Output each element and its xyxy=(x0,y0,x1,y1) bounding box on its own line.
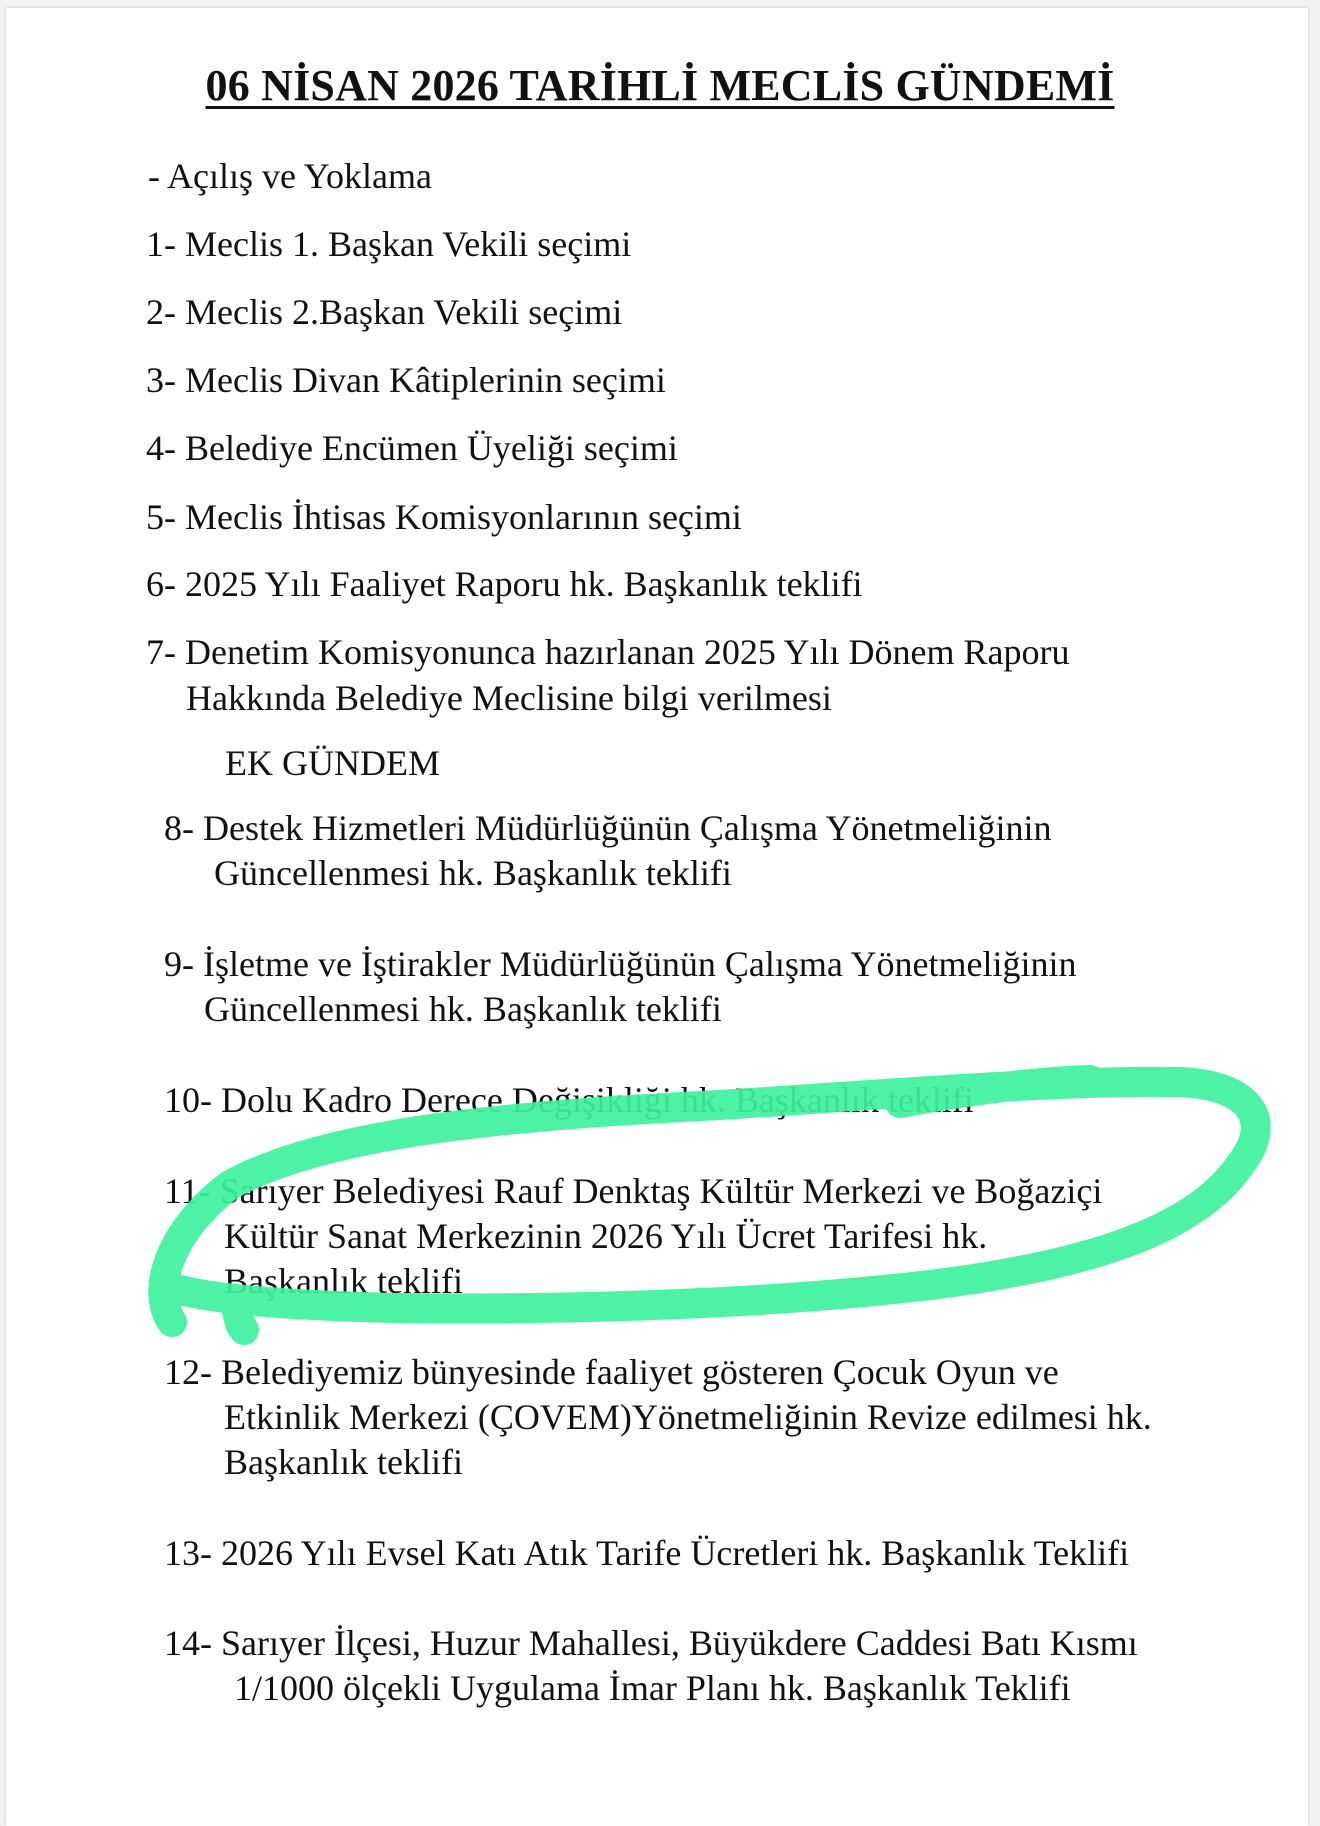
agenda-item-9: 9- İşletme ve İştirakler Müdürlüğünün Çalışma Yönetmeliğinin xyxy=(164,944,1077,984)
agenda-item-7: 7- Denetim Komisyonunca hazırlanan 2025 Yılı Dönem Raporu xyxy=(146,632,1070,672)
agenda-item-5: 5- Meclis İhtisas Komisyonlarının seçimi xyxy=(146,497,742,537)
document-title: 06 NİSAN 2026 TARİHLİ MECLİS GÜNDEMİ xyxy=(205,61,1115,110)
agenda-item-10: 10- Dolu Kadro Derece Değişikliği hk. Başkanlık teklifi xyxy=(164,1080,974,1120)
agenda-item-14: 14- Sarıyer İlçesi, Huzur Mahallesi, Büyükdere Caddesi Batı Kısmı xyxy=(164,1623,1138,1663)
agenda-item-13: 13- 2026 Yılı Evsel Katı Atık Tarife Ücretleri hk. Başkanlık Teklifi xyxy=(164,1533,1130,1573)
agenda-item-12: 12- Belediyemiz bünyesinde faaliyet gösteren Çocuk Oyun ve xyxy=(164,1352,1059,1392)
agenda-item-8: 8- Destek Hizmetleri Müdürlüğünün Çalışma Yönetmeliğinin xyxy=(164,808,1052,848)
agenda-item-12-continued: Etkinlik Merkezi (ÇOVEM)Yönetmeliğinin Revize edilmesi hk. xyxy=(224,1397,1152,1437)
opening-item: - Açılış ve Yoklama xyxy=(148,156,432,196)
agenda-item-7-continued: Hakkında Belediye Meclisine bilgi verilmesi xyxy=(186,678,832,718)
agenda-item-4: 4- Belediye Encümen Üyeliği seçimi xyxy=(146,428,678,468)
additional-agenda-heading: EK GÜNDEM xyxy=(225,743,440,783)
agenda-item-12-continued-2: Başkanlık teklifi xyxy=(224,1442,463,1482)
agenda-item-2: 2- Meclis 2.Başkan Vekili seçimi xyxy=(146,292,623,332)
agenda-item-11: 11- Sarıyer Belediyesi Rauf Denktaş Kültür Merkezi ve Boğaziçi xyxy=(164,1171,1103,1211)
agenda-item-9-continued: Güncellenmesi hk. Başkanlık teklifi xyxy=(204,989,722,1029)
agenda-item-11-continued-2: Başkanlık teklifi xyxy=(224,1261,463,1301)
agenda-item-8-continued: Güncellenmesi hk. Başkanlık teklifi xyxy=(214,853,732,893)
agenda-item-14-continued: 1/1000 ölçekli Uygulama İmar Planı hk. Başkanlık Teklifi xyxy=(234,1668,1071,1708)
agenda-item-11-continued: Kültür Sanat Merkezinin 2026 Yılı Ücret Tarifesi hk. xyxy=(224,1216,988,1256)
agenda-item-6: 6- 2025 Yılı Faaliyet Raporu hk. Başkanlık teklifi xyxy=(146,564,863,604)
agenda-item-3: 3- Meclis Divan Kâtiplerinin seçimi xyxy=(146,360,666,400)
agenda-item-1: 1- Meclis 1. Başkan Vekili seçimi xyxy=(146,224,632,264)
